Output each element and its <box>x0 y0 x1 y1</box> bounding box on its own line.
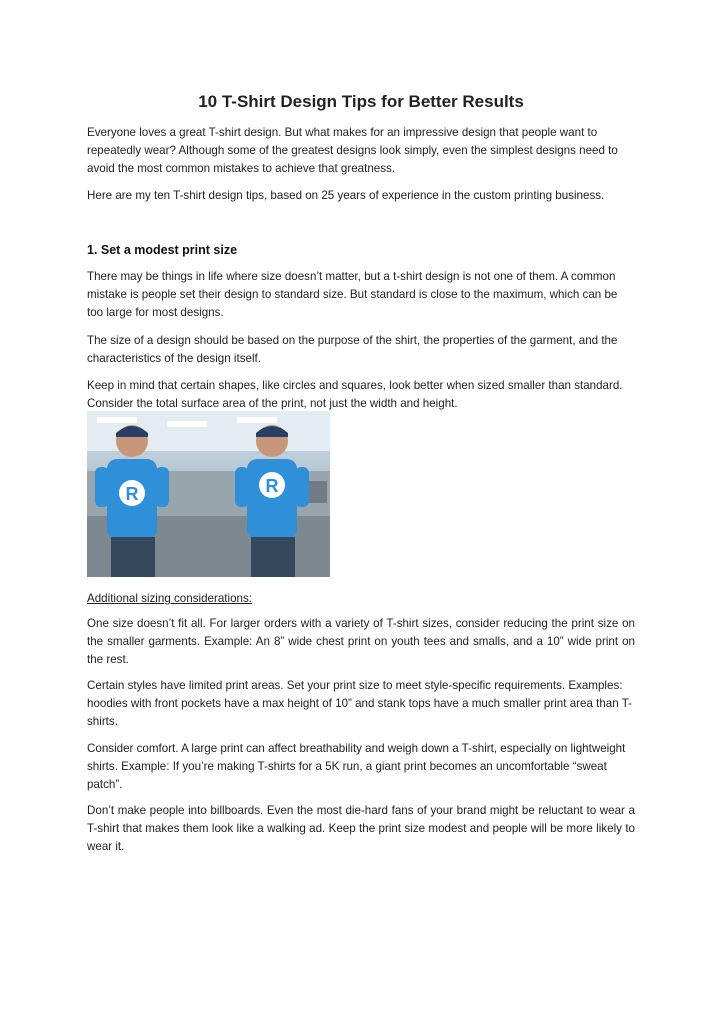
section-paragraph-1: There may be things in life where size doesn’t matter, but a t-shirt design is not one of them. A common mistake is people set their design to standard size. But standard is close to the maximum, which can be too large for most designs. <box>87 270 618 319</box>
section-subheading: Additional sizing considerations: <box>87 592 252 605</box>
intro-paragraph-1: Everyone loves a great T-shirt design. But what makes for an impressive design that people want to repeatedly wear? Although some of the greatest designs look simply, even the simplest designs need to avoid the most common mistakes to achieve that greatness. <box>87 126 618 175</box>
two-men-blue-shirts-photo <box>87 411 330 577</box>
consideration-2: Certain styles have limited print areas. Set your print size to meet style-specific requirements. Examples: hoodies with front pockets have a max height of 10” and stank tops have a much smaller print area than T-shirts. <box>87 679 632 728</box>
shirt-logo-left: R <box>125 484 139 504</box>
intro-paragraph-2: Here are my ten T-shirt design tips, based on 25 years of experience in the custom printing business. <box>87 189 605 202</box>
consideration-4: Don’t make people into billboards. Even the most die-hard fans of your brand might be reluctant to wear a T-shirt that makes them look like a walking ad. Keep the print size modest and people will be more likely to wear it. <box>87 804 635 853</box>
document-title: 10 T-Shirt Design Tips for Better Results <box>198 92 524 111</box>
section-paragraph-3: Keep in mind that certain shapes, like circles and squares, look better when sized smaller than standard. Consider the total surface area of the print, not just the width and height. <box>87 379 623 410</box>
consideration-1: One size doesn’t fit all. For larger orders with a variety of T-shirt sizes, consider reducing the print size on the smaller garments. Example: An 8” wide chest print on youth tees and smalls, and a 10” wide print on the rest. <box>87 617 635 666</box>
consideration-3: Consider comfort. A large print can affect breathability and weigh down a T-shirt, especially on lightweight shirts. Example: If you’re making T-shirts for a 5K run, a giant print becomes an uncomfortable “sweat patch”. <box>87 742 626 791</box>
section-heading: 1. Set a modest print size <box>87 243 238 257</box>
section-paragraph-2: The size of a design should be based on the purpose of the shirt, the properties of the garment, and the characteristics of the design itself. <box>87 334 618 365</box>
shirt-logo-right: R <box>265 476 279 496</box>
